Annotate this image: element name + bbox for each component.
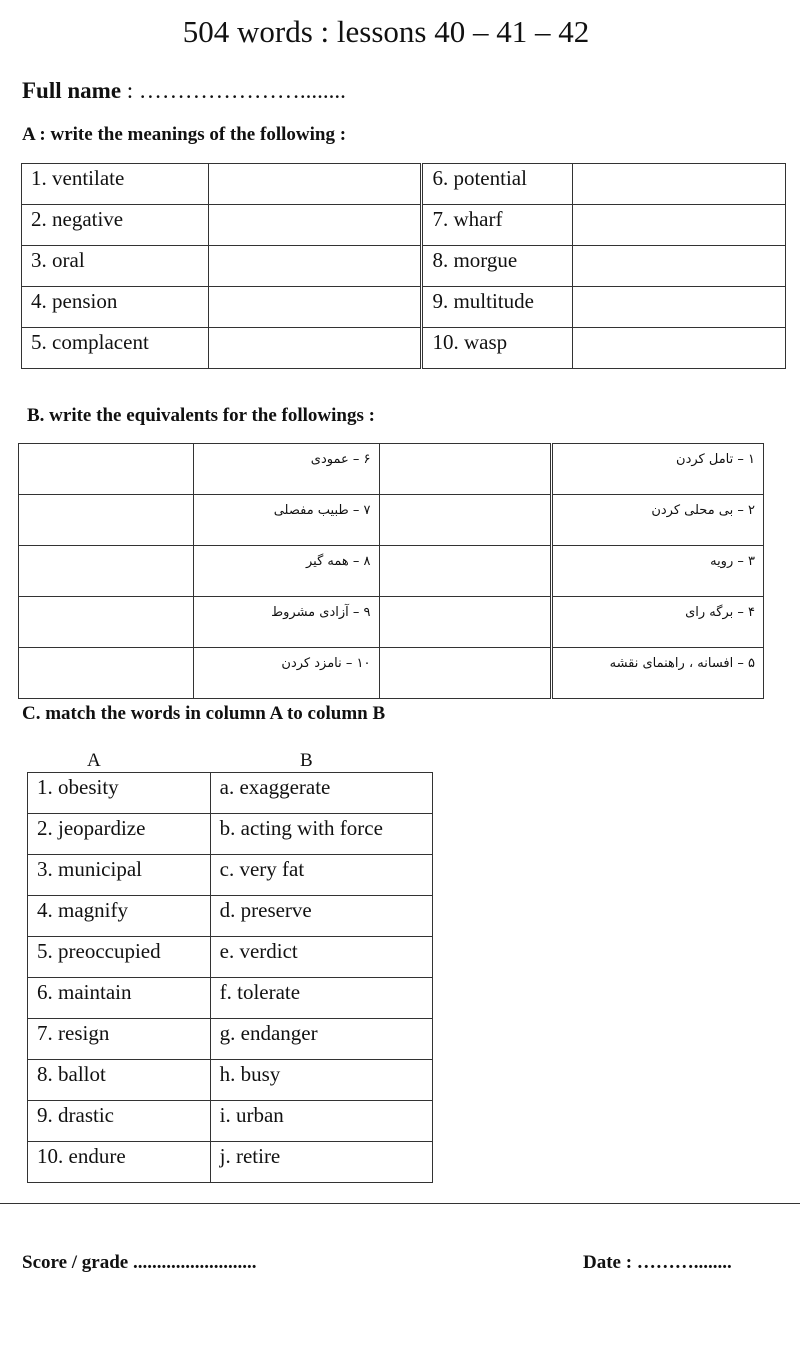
- word-cell: 4. pension: [22, 287, 209, 328]
- equivalent-answer-cell[interactable]: [19, 648, 194, 699]
- column-b-header: B: [300, 750, 313, 771]
- section-b-table: [18, 443, 764, 699]
- section-c-heading: C. match the words in column A to column B: [22, 703, 386, 724]
- word-cell: 7. wharf: [422, 205, 573, 246]
- table-row: [28, 1060, 433, 1101]
- column-a-item: 2. jeopardize: [28, 814, 211, 855]
- section-c-table: [27, 772, 433, 1183]
- column-b-item: i. urban: [210, 1101, 432, 1142]
- table-row: [19, 546, 764, 597]
- column-b-item: g. endanger: [210, 1019, 432, 1060]
- persian-word-cell: ۱۰ – نامزد کردن: [193, 648, 379, 699]
- persian-word-cell: ۷ – طبیب مفصلی: [193, 495, 379, 546]
- meaning-answer-cell[interactable]: [573, 205, 786, 246]
- table-row: [28, 978, 433, 1019]
- meaning-answer-cell[interactable]: [208, 287, 422, 328]
- section-b-heading: B. write the equivalents for the followings :: [27, 405, 375, 426]
- table-row: [28, 773, 433, 814]
- table-row: [28, 1101, 433, 1142]
- persian-word-cell: ۵ – افسانه ، راهنمای نقشه: [552, 648, 764, 699]
- column-a-item: 5. preoccupied: [28, 937, 211, 978]
- table-row: [22, 205, 786, 246]
- meaning-answer-cell[interactable]: [208, 246, 422, 287]
- equivalent-answer-cell[interactable]: [379, 648, 552, 699]
- persian-word-cell: ۳ – رویه: [552, 546, 764, 597]
- meaning-answer-cell[interactable]: [208, 205, 422, 246]
- word-cell: 8. morgue: [422, 246, 573, 287]
- word-cell: 9. multitude: [422, 287, 573, 328]
- date-field: Date : ………........: [583, 1252, 732, 1273]
- table-row: [28, 1142, 433, 1183]
- column-b-item: b. acting with force: [210, 814, 432, 855]
- equivalent-answer-cell[interactable]: [379, 597, 552, 648]
- word-cell: 1. ventilate: [22, 164, 209, 205]
- column-a-item: 6. maintain: [28, 978, 211, 1019]
- table-row: [28, 855, 433, 896]
- equivalent-answer-cell[interactable]: [19, 495, 194, 546]
- equivalent-answer-cell[interactable]: [19, 546, 194, 597]
- meaning-answer-cell[interactable]: [208, 328, 422, 369]
- column-a-header: A: [87, 750, 101, 771]
- column-b-item: h. busy: [210, 1060, 432, 1101]
- column-b-item: e. verdict: [210, 937, 432, 978]
- score-grade-field: Score / grade ..........................: [22, 1252, 257, 1273]
- word-cell: 2. negative: [22, 205, 209, 246]
- full-name-label: Full name: [22, 78, 122, 103]
- column-b-item: j. retire: [210, 1142, 432, 1183]
- persian-word-cell: ۶ – عمودی: [193, 444, 379, 495]
- footer-divider: [0, 1203, 800, 1204]
- column-a-item: 10. endure: [28, 1142, 211, 1183]
- full-name-dots: …………………........: [138, 78, 346, 103]
- word-cell: 10. wasp: [422, 328, 573, 369]
- meaning-answer-cell[interactable]: [573, 287, 786, 328]
- table-row: [19, 597, 764, 648]
- column-a-item: 1. obesity: [28, 773, 211, 814]
- table-row: [22, 164, 786, 205]
- table-row: [22, 328, 786, 369]
- meaning-answer-cell[interactable]: [573, 246, 786, 287]
- table-row: [28, 937, 433, 978]
- persian-word-cell: ۲ – بی محلی کردن: [552, 495, 764, 546]
- persian-word-cell: ۱ – تامل کردن: [552, 444, 764, 495]
- word-cell: 6. potential: [422, 164, 573, 205]
- column-a-item: 3. municipal: [28, 855, 211, 896]
- table-row: [22, 287, 786, 328]
- word-cell: 5. complacent: [22, 328, 209, 369]
- equivalent-answer-cell[interactable]: [379, 444, 552, 495]
- equivalent-answer-cell[interactable]: [19, 444, 194, 495]
- equivalent-answer-cell[interactable]: [19, 597, 194, 648]
- table-row: [28, 896, 433, 937]
- table-row: [19, 495, 764, 546]
- persian-word-cell: ۸ – همه گیر: [193, 546, 379, 597]
- column-b-item: d. preserve: [210, 896, 432, 937]
- meaning-answer-cell[interactable]: [208, 164, 422, 205]
- column-b-item: f. tolerate: [210, 978, 432, 1019]
- word-cell: 3. oral: [22, 246, 209, 287]
- table-row: [22, 246, 786, 287]
- section-a-heading: A : write the meanings of the following :: [22, 124, 347, 145]
- column-a-item: 4. magnify: [28, 896, 211, 937]
- table-row: [19, 444, 764, 495]
- full-name-line: [22, 78, 346, 104]
- column-b-item: c. very fat: [210, 855, 432, 896]
- column-a-item: 8. ballot: [28, 1060, 211, 1101]
- column-b-item: a. exaggerate: [210, 773, 432, 814]
- meaning-answer-cell[interactable]: [573, 328, 786, 369]
- meaning-answer-cell[interactable]: [573, 164, 786, 205]
- table-row: [28, 1019, 433, 1060]
- persian-word-cell: ۴ – برگه رای: [552, 597, 764, 648]
- table-row: [19, 648, 764, 699]
- equivalent-answer-cell[interactable]: [379, 546, 552, 597]
- column-a-item: 9. drastic: [28, 1101, 211, 1142]
- full-name-sep: :: [121, 78, 139, 103]
- table-row: [28, 814, 433, 855]
- equivalent-answer-cell[interactable]: [379, 495, 552, 546]
- section-a-table: [21, 163, 786, 369]
- page-title: 504 words : lessons 40 – 41 – 42: [182, 14, 590, 49]
- persian-word-cell: ۹ – آزادی مشروط: [193, 597, 379, 648]
- column-a-item: 7. resign: [28, 1019, 211, 1060]
